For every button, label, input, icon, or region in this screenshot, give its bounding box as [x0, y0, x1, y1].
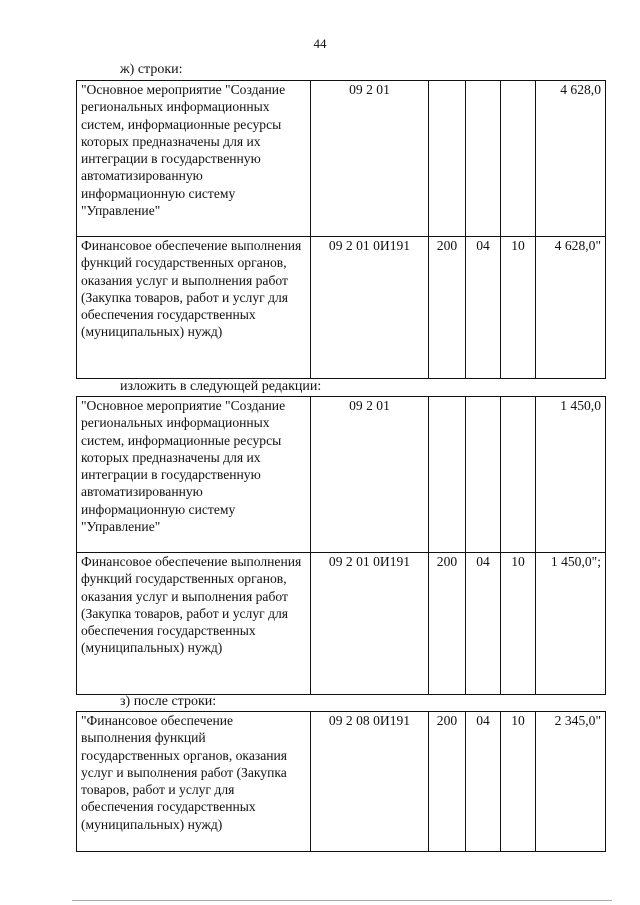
- row-description: "Основное мероприятие "Создание региональных информационных систем, информационные ресурсы которых предназначены для их интеграции в государственную автоматизированную информационную систему "Управление": [77, 397, 311, 553]
- row-subsection: 10: [501, 553, 536, 695]
- page-number: 44: [313, 36, 327, 51]
- row-amount: 4 628,0: [536, 81, 606, 237]
- row-subsection: 10: [501, 712, 536, 852]
- row-expense-kind: 200: [429, 553, 466, 695]
- table-row: [77, 237, 606, 379]
- row-code: 09 2 01: [311, 397, 429, 553]
- table-row: [77, 553, 606, 695]
- row-section: 04: [466, 712, 501, 852]
- section-z-heading: з) после строки:: [120, 694, 217, 709]
- row-description: Финансовое обеспечение выполнения функций государственных органов, оказания услуг и выполнения работ (Закупка товаров, работ и услуг для обеспечения государственных (муниципальных) нужд): [77, 237, 311, 379]
- row-section: 04: [466, 237, 501, 379]
- table-row: [77, 397, 606, 553]
- row-subsection: [501, 81, 536, 237]
- row-subsection: [501, 397, 536, 553]
- row-description: Финансовое обеспечение выполнения функций государственных органов, оказания услуг и выполнения работ (Закупка товаров, работ и услуг для обеспечения государственных (муниципальных) нужд): [77, 553, 311, 695]
- row-expense-kind: [429, 397, 466, 553]
- row-amount: 1 450,0";: [536, 553, 606, 695]
- row-amount: 4 628,0": [536, 237, 606, 379]
- row-description: "Финансовое обеспечение выполнения функций государственных органов, оказания услуг и выполнения работ (Закупка товаров, работ и услуг для обеспечения государственных (муниципальных) нужд): [77, 712, 311, 852]
- row-expense-kind: 200: [429, 712, 466, 852]
- table-row: [77, 81, 606, 237]
- row-expense-kind: [429, 81, 466, 237]
- table-row: [77, 712, 606, 852]
- row-amount: 2 345,0": [536, 712, 606, 852]
- row-description: "Основное мероприятие "Создание региональных информационных систем, информационные ресурсы которых предназначены для их интеграции в государственную автоматизированную информационную систему "Управление": [77, 81, 311, 237]
- row-section: 04: [466, 553, 501, 695]
- row-expense-kind: 200: [429, 237, 466, 379]
- row-code: 09 2 08 0И191: [311, 712, 429, 852]
- table-old-rows: [76, 80, 606, 379]
- row-section: [466, 81, 501, 237]
- section-zh-heading: ж) строки:: [120, 62, 183, 77]
- row-amount: 1 450,0: [536, 397, 606, 553]
- section-replace-heading: изложить в следующей редакции:: [120, 379, 322, 394]
- row-code: 09 2 01 0И191: [311, 237, 429, 379]
- row-subsection: 10: [501, 237, 536, 379]
- row-section: [466, 397, 501, 553]
- row-code: 09 2 01 0И191: [311, 553, 429, 695]
- row-code: 09 2 01: [311, 81, 429, 237]
- table-after-row: [76, 711, 606, 852]
- page-bottom-rule: [72, 900, 612, 901]
- table-new-rows: [76, 396, 606, 695]
